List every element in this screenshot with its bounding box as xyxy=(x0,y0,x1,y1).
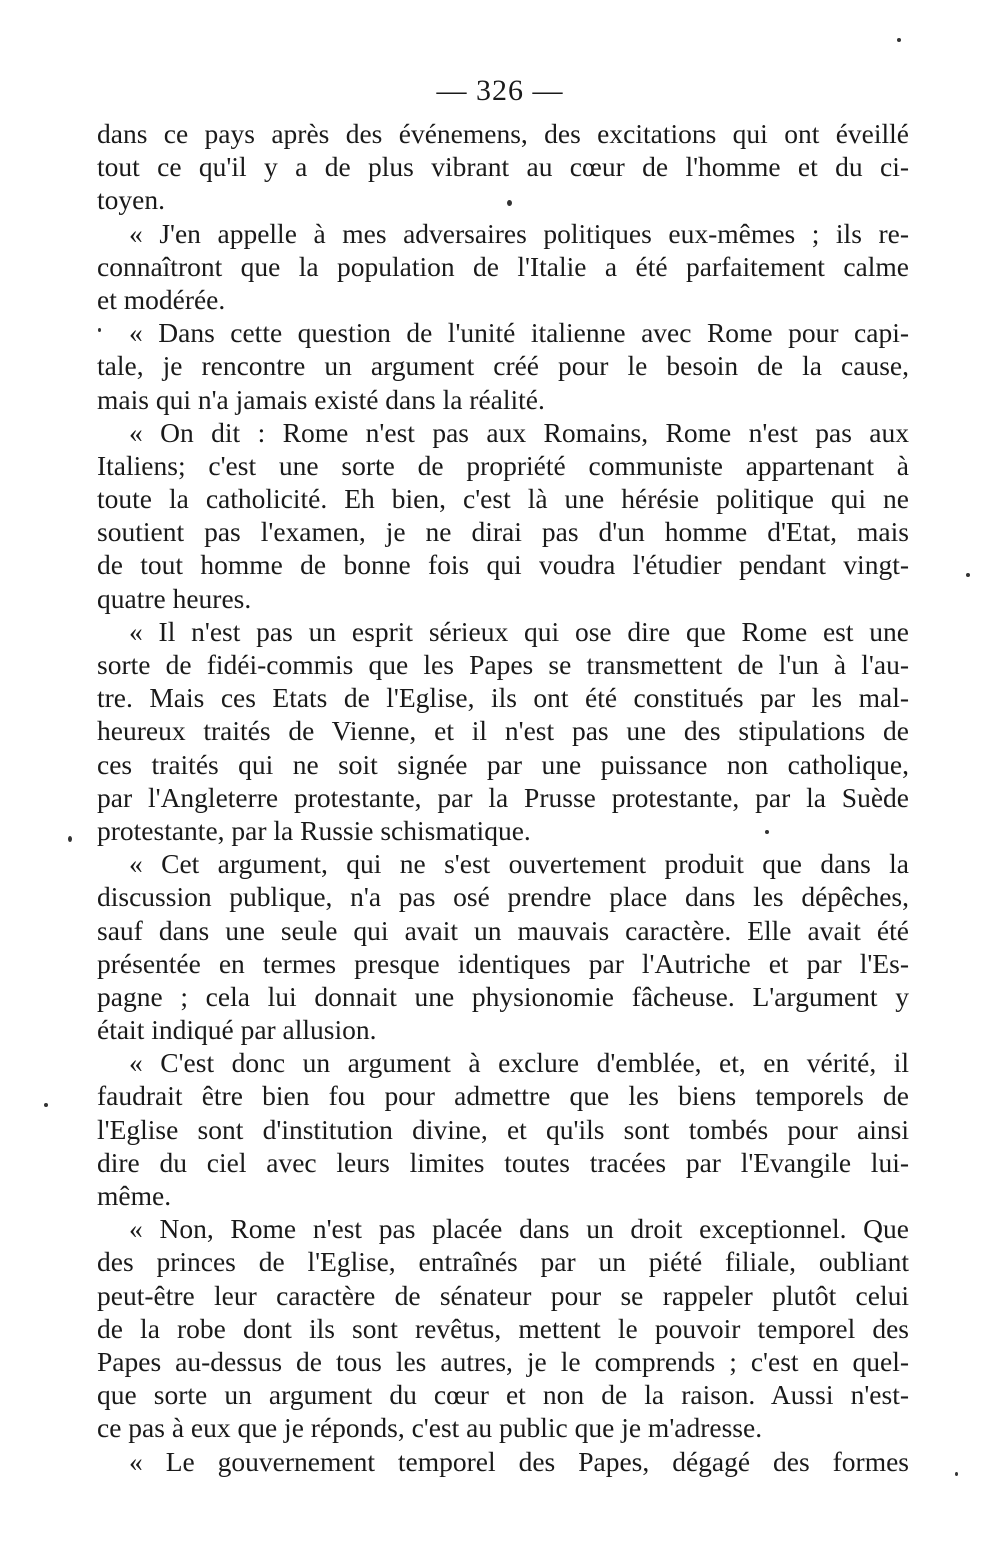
text-line: quatre heures. xyxy=(97,582,252,614)
paragraph xyxy=(97,416,909,615)
text-line: tout ce qu'il y a de plus vibrant au cœur de l'homme et du ci- xyxy=(97,151,909,183)
text-line: sorte de fidéi-commis que les Papes se transmettent de l'un à l'au- xyxy=(97,649,909,680)
print-speck xyxy=(68,836,72,842)
print-speck xyxy=(765,830,769,834)
text-line: faudrait être bien fou pour admettre que les biens temporels de xyxy=(97,1080,909,1112)
paragraph xyxy=(97,117,909,217)
print-speck xyxy=(897,38,901,42)
print-speck xyxy=(966,573,970,577)
text-line: de tout homme de bonne fois qui voudra l'étudier pendant vingt- xyxy=(97,549,909,581)
text-line: « Il n'est pas un esprit sérieux qui ose dire que Rome est une xyxy=(129,615,909,647)
paragraph xyxy=(97,316,909,416)
text-line: présentée en termes presque identiques par l'Autriche et par l'Es- xyxy=(97,947,909,979)
text-line: toute la catholicité. Eh bien, c'est là une hérésie politique qui ne xyxy=(97,483,909,515)
text-line: dire du ciel avec leurs limites toutes tracées par l'Evangile lui- xyxy=(97,1146,909,1178)
text-line: ce pas à eux que je réponds, c'est au public que je m'adresse. xyxy=(97,1412,763,1444)
text-line: discussion publique, n'a pas osé prendre place dans les dépêches, xyxy=(97,881,909,913)
text-line: peut-être leur caractère de sénateur pour se rappeler plutôt celui xyxy=(97,1279,909,1311)
body-text xyxy=(97,117,909,1478)
text-line: que sorte un argument du cœur et non de la raison. Aussi n'est- xyxy=(97,1379,909,1411)
text-line: protestante, par la Russie schismatique. xyxy=(97,814,531,846)
text-line: Italiens; c'est une sorte de propriété communiste appartenant à xyxy=(97,449,909,481)
text-line: « Le gouvernement temporel des Papes, dégagé des formes xyxy=(129,1445,909,1477)
text-line: Papes au-dessus de tous les autres, je le comprends ; c'est en quel- xyxy=(97,1345,909,1377)
paragraph xyxy=(97,1046,909,1212)
text-line: pagne ; cela lui donnait une physionomie fâcheuse. L'argument y xyxy=(97,980,909,1012)
text-line: heureux traités de Vienne, et il n'est pas une des stipulations de xyxy=(97,715,909,747)
text-line: « Cet argument, qui ne s'est ouvertement produit que dans la xyxy=(129,848,909,880)
text-line: de la robe dont ils sont revêtus, mettent le pouvoir temporel des xyxy=(97,1312,909,1344)
paragraph xyxy=(97,847,909,1046)
text-line: dans ce pays après des événemens, des excitations qui ont éveillé xyxy=(97,118,909,149)
text-line: « C'est donc un argument à exclure d'emblée, et, en vérité, il xyxy=(129,1047,909,1079)
text-line: et modérée. xyxy=(97,283,226,315)
paragraph xyxy=(97,615,909,847)
text-line: par l'Angleterre protestante, par la Prusse protestante, par la Suède xyxy=(97,781,909,813)
text-line: tre. Mais ces Etats de l'Eglise, ils ont été constitués par les mal- xyxy=(97,682,909,714)
text-line: ces traités qui ne soit signée par une puissance non catholique, xyxy=(97,748,909,780)
text-line: soutient pas l'examen, je ne dirai pas d'un homme d'Etat, mais xyxy=(97,516,909,548)
text-line: « Dans cette question de l'unité italienne avec Rome pour capi- xyxy=(129,317,909,349)
print-speck xyxy=(44,1103,48,1107)
text-line: sauf dans une seule qui avait un mauvais caractère. Elle avait été xyxy=(97,914,909,946)
text-line: toyen. xyxy=(97,184,165,216)
text-line: tale, je rencontre un argument créé pour le besoin de la cause, xyxy=(97,350,909,382)
paragraph xyxy=(97,1445,909,1478)
text-line: « On dit : Rome n'est pas aux Romains, Rome n'est pas aux xyxy=(129,416,909,448)
text-line: même. xyxy=(97,1180,172,1211)
paragraph xyxy=(97,1212,909,1444)
text-line: connaîtront que la population de l'Italie a été parfaitement calme xyxy=(97,250,909,282)
text-line: l'Eglise sont d'institution divine, et qu'ils sont tombés pour ainsi xyxy=(97,1113,909,1145)
text-line: « Non, Rome n'est pas placée dans un droit exceptionnel. Que xyxy=(129,1213,909,1245)
print-speck xyxy=(98,328,101,332)
page-number: — 326 — xyxy=(436,74,564,107)
text-line: mais qui n'a jamais existé dans la réalité. xyxy=(97,383,545,415)
text-line: des princes de l'Eglise, entraînés par un piété filiale, oubliant xyxy=(97,1246,909,1278)
paragraph xyxy=(97,217,909,317)
text-line: « J'en appelle à mes adversaires politiques eux-mêmes ; ils re- xyxy=(129,217,909,249)
print-speck xyxy=(507,200,512,206)
text-line: était indiqué par allusion. xyxy=(97,1014,377,1046)
print-speck xyxy=(955,1472,958,1476)
